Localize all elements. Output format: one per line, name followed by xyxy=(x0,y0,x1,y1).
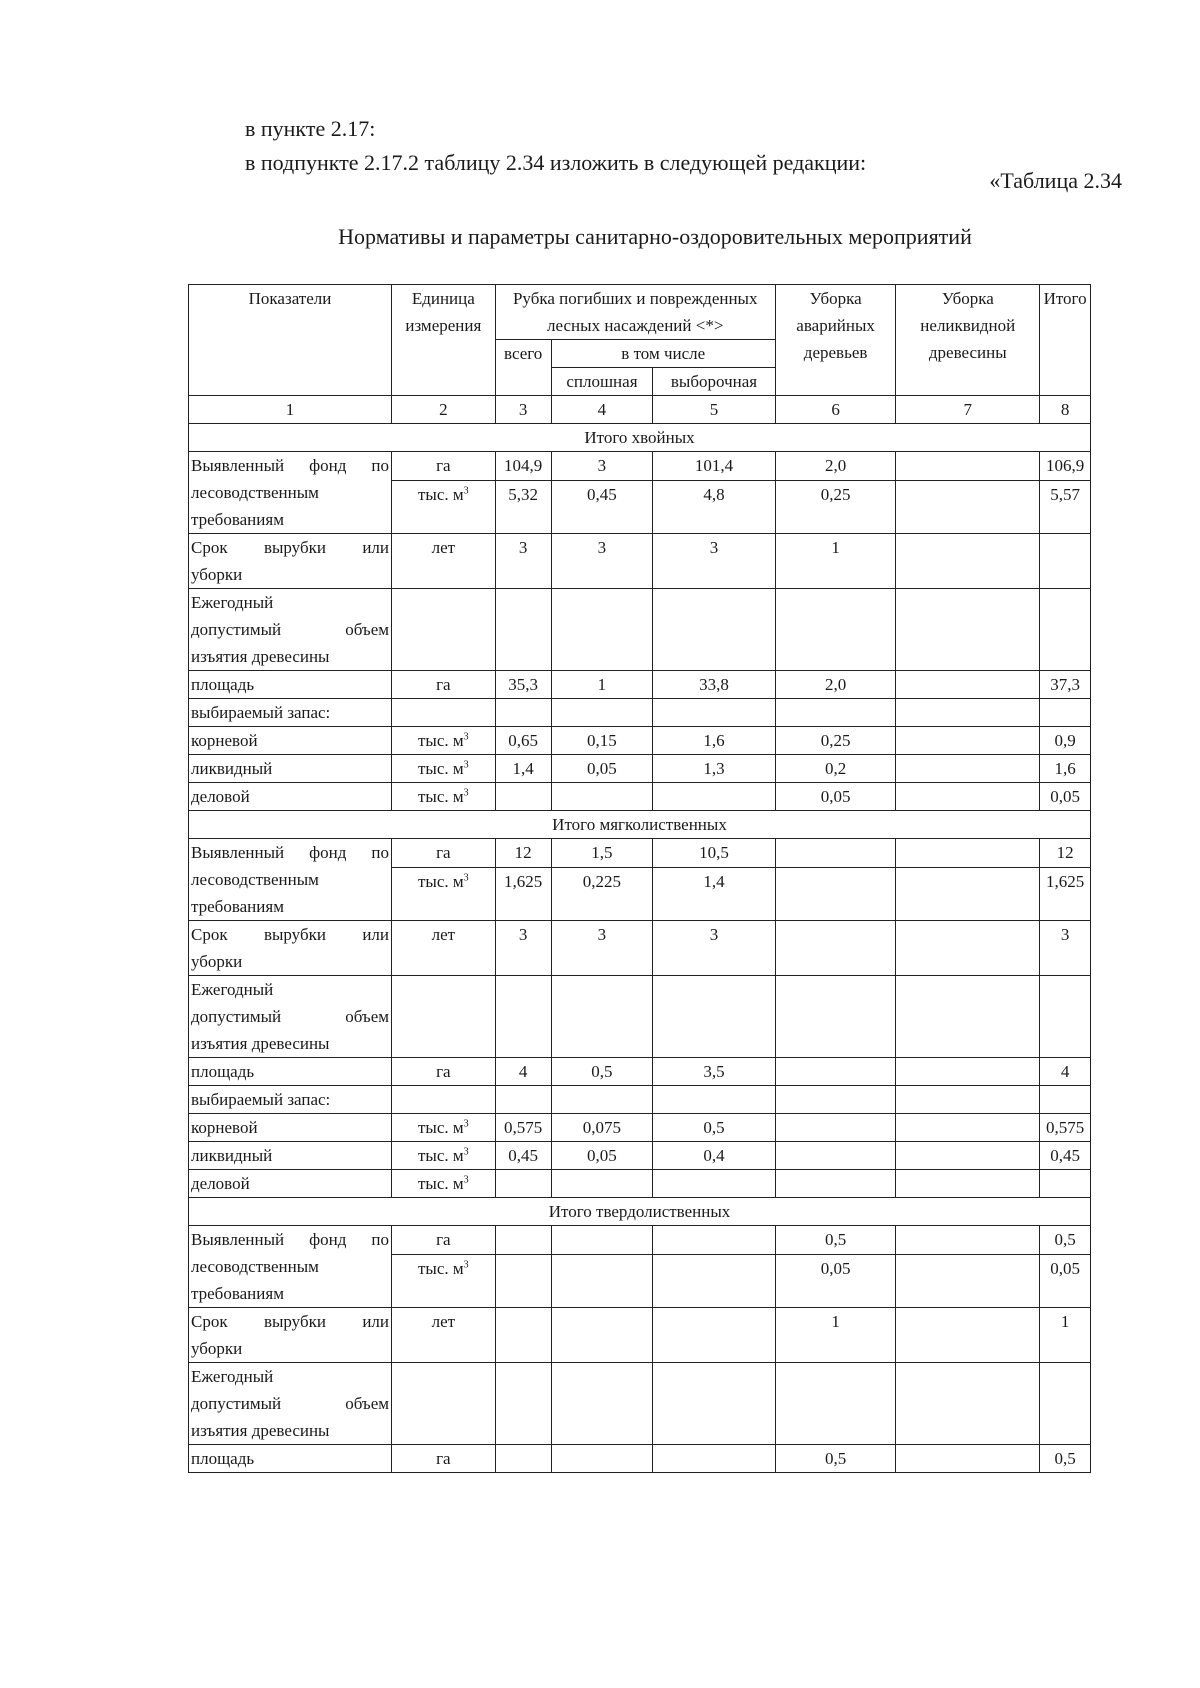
label-line: изъятия древесины xyxy=(191,1034,330,1053)
empty-cell xyxy=(495,1086,551,1114)
value-cell-col-7 xyxy=(896,452,1040,481)
col-num-5: 5 xyxy=(653,396,776,424)
value-cell-col-7 xyxy=(896,671,1040,699)
col-num-7: 7 xyxy=(896,396,1040,424)
label-line: деловой xyxy=(191,787,250,806)
value-cell-col-7 xyxy=(896,1170,1040,1198)
row-label xyxy=(189,1363,392,1445)
unit-cell xyxy=(392,1255,496,1308)
header-all: всего xyxy=(495,340,551,396)
unit-text: лет xyxy=(431,538,456,557)
row-label xyxy=(189,1445,392,1473)
value-cell-col-8: 0,5 xyxy=(1040,1226,1091,1255)
value-cell-col-6 xyxy=(775,839,896,868)
label-line: требованиям xyxy=(191,897,284,916)
value-cell-col-3: 0,45 xyxy=(495,1142,551,1170)
section-title-row xyxy=(189,424,1091,452)
header-total: Итого xyxy=(1040,285,1091,396)
srok-row xyxy=(189,921,1091,976)
annual-volume-row xyxy=(189,976,1091,1058)
label-line: Ежегодный xyxy=(191,980,274,999)
empty-cell xyxy=(551,976,653,1058)
unit-text: тыс. м xyxy=(418,1146,464,1165)
section-title: Итого хвойных xyxy=(189,424,1091,452)
value-cell-col-6: 0,5 xyxy=(775,1226,896,1255)
value-cell-col-5: 3 xyxy=(653,534,776,589)
row-label xyxy=(189,589,392,671)
fond-ga-row xyxy=(189,1226,1091,1255)
header-row-1 xyxy=(189,285,1091,340)
empty-cell xyxy=(896,976,1040,1058)
value-cell-col-5 xyxy=(653,1445,776,1473)
unit-cell xyxy=(392,1226,496,1255)
value-cell-col-5 xyxy=(653,1255,776,1308)
unit-text: га xyxy=(436,1062,451,1081)
empty-cell xyxy=(495,699,551,727)
empty-cell xyxy=(653,589,776,671)
unit-text: га xyxy=(436,1230,451,1249)
value-cell-col-8: 106,9 xyxy=(1040,452,1091,481)
unit-text: лет xyxy=(431,925,456,944)
label-line: допустимый объем xyxy=(191,620,390,639)
unit-cell xyxy=(392,1114,496,1142)
section-title: Итого твердолиственных xyxy=(189,1198,1091,1226)
value-cell-col-6: 2,0 xyxy=(775,452,896,481)
empty-cell xyxy=(896,1363,1040,1445)
value-cell-col-6: 0,05 xyxy=(775,783,896,811)
unit-text: тыс. м xyxy=(418,787,464,806)
header-unit: Единица измерения xyxy=(392,285,496,396)
unit-cell xyxy=(392,868,496,921)
unit-superscript: 3 xyxy=(463,872,469,884)
value-cell-col-7 xyxy=(896,1114,1040,1142)
value-cell-col-5 xyxy=(653,1170,776,1198)
header-including: в том числе xyxy=(551,340,775,368)
label-line: уборки xyxy=(191,1339,243,1358)
row-label xyxy=(189,755,392,783)
col-num-2: 2 xyxy=(392,396,496,424)
value-cell-col-6 xyxy=(775,1058,896,1086)
header-selective-cut: выборочная xyxy=(653,368,776,396)
empty-cell xyxy=(775,1086,896,1114)
unit-text: тыс. м xyxy=(418,872,464,891)
row-label xyxy=(189,1114,392,1142)
row-label xyxy=(189,921,392,976)
label-line: Срок вырубки или xyxy=(191,925,390,944)
unit-text: га xyxy=(436,843,451,862)
label-line: лесоводственным xyxy=(191,483,319,502)
value-cell-col-6 xyxy=(775,868,896,921)
value-cell-col-5 xyxy=(653,783,776,811)
business-row xyxy=(189,1170,1091,1198)
fond-ga-row xyxy=(189,839,1091,868)
row-label xyxy=(189,534,392,589)
stock-header-row xyxy=(189,1086,1091,1114)
area-row xyxy=(189,1058,1091,1086)
value-cell-col-5 xyxy=(653,1226,776,1255)
label-line: площадь xyxy=(191,675,255,694)
empty-cell xyxy=(653,976,776,1058)
value-cell-col-3: 5,32 xyxy=(495,481,551,534)
annual-volume-row xyxy=(189,1363,1091,1445)
value-cell-col-6: 2,0 xyxy=(775,671,896,699)
header-emergency-trees: Уборка аварийных деревьев xyxy=(775,285,896,396)
value-cell-col-4: 0,225 xyxy=(551,868,653,921)
label-line: допустимый объем xyxy=(191,1394,390,1413)
unit-text: тыс. м xyxy=(418,731,464,750)
empty-cell xyxy=(1040,1363,1091,1445)
label-line: ликвидный xyxy=(191,1146,273,1165)
header-numbers-row xyxy=(189,396,1091,424)
empty-cell xyxy=(896,1086,1040,1114)
srok-row xyxy=(189,1308,1091,1363)
value-cell-col-5: 1,4 xyxy=(653,868,776,921)
value-cell-col-4: 3 xyxy=(551,452,653,481)
value-cell-col-5: 3,5 xyxy=(653,1058,776,1086)
value-cell-col-5 xyxy=(653,1308,776,1363)
value-cell-col-6: 0,05 xyxy=(775,1255,896,1308)
value-cell-col-8: 37,3 xyxy=(1040,671,1091,699)
section-title-row xyxy=(189,1198,1091,1226)
value-cell-col-4 xyxy=(551,1170,653,1198)
intro-line-2: в подпункте 2.17.2 таблицу 2.34 изложить в следующей редакции: xyxy=(245,150,867,175)
value-cell-col-6 xyxy=(775,921,896,976)
unit-cell xyxy=(392,481,496,534)
value-cell-col-7 xyxy=(896,1226,1040,1255)
value-cell-col-4: 1,5 xyxy=(551,839,653,868)
value-cell-col-7 xyxy=(896,921,1040,976)
value-cell-col-5: 0,5 xyxy=(653,1114,776,1142)
value-cell-col-3: 0,575 xyxy=(495,1114,551,1142)
value-cell-col-3 xyxy=(495,1170,551,1198)
unit-text: лет xyxy=(431,1312,456,1331)
col-num-8: 8 xyxy=(1040,396,1091,424)
value-cell-col-4: 0,05 xyxy=(551,755,653,783)
empty-cell xyxy=(775,1363,896,1445)
empty-cell xyxy=(392,699,496,727)
unit-superscript: 3 xyxy=(463,1174,469,1186)
label-line: изъятия древесины xyxy=(191,647,330,666)
business-row xyxy=(189,783,1091,811)
label-fond xyxy=(189,452,392,534)
col-num-6: 6 xyxy=(775,396,896,424)
value-cell-col-8: 5,57 xyxy=(1040,481,1091,534)
unit-text: га xyxy=(436,675,451,694)
empty-cell xyxy=(551,589,653,671)
label-line: Выявленный фонд по xyxy=(191,843,390,862)
label-line: ликвидный xyxy=(191,759,273,778)
value-cell-col-8: 4 xyxy=(1040,1058,1091,1086)
value-cell-col-5: 4,8 xyxy=(653,481,776,534)
value-cell-col-8: 0,45 xyxy=(1040,1142,1091,1170)
value-cell-col-3: 1,4 xyxy=(495,755,551,783)
unit-text: га xyxy=(436,456,451,475)
value-cell-col-3: 1,625 xyxy=(495,868,551,921)
unit-cell xyxy=(392,671,496,699)
unit-cell xyxy=(392,1308,496,1363)
value-cell-col-4 xyxy=(551,1226,653,1255)
value-cell-col-8: 1,625 xyxy=(1040,868,1091,921)
label-line: уборки xyxy=(191,952,243,971)
label-line: лесоводственным xyxy=(191,1257,319,1276)
value-cell-col-4 xyxy=(551,783,653,811)
norms-table xyxy=(188,284,1091,1473)
unit-superscript: 3 xyxy=(463,485,469,497)
row-label xyxy=(189,1086,392,1114)
label-line: изъятия древесины xyxy=(191,1421,330,1440)
empty-cell xyxy=(1040,976,1091,1058)
value-cell-col-4: 1 xyxy=(551,671,653,699)
col-num-4: 4 xyxy=(551,396,653,424)
value-cell-col-7 xyxy=(896,1445,1040,1473)
value-cell-col-7 xyxy=(896,783,1040,811)
value-cell-col-8: 0,5 xyxy=(1040,1445,1091,1473)
empty-cell xyxy=(551,1086,653,1114)
empty-cell xyxy=(1040,1086,1091,1114)
value-cell-col-8: 0,05 xyxy=(1040,783,1091,811)
value-cell-col-3 xyxy=(495,1255,551,1308)
unit-text: тыс. м xyxy=(418,485,464,504)
empty-cell xyxy=(392,589,496,671)
label-line: требованиям xyxy=(191,510,284,529)
area-row xyxy=(189,1445,1091,1473)
label-line: Срок вырубки или xyxy=(191,1312,390,1331)
value-cell-col-3: 12 xyxy=(495,839,551,868)
value-cell-col-4: 3 xyxy=(551,921,653,976)
row-label xyxy=(189,1142,392,1170)
header-felling-group: Рубка погибших и поврежденных лесных насаждений <*> xyxy=(495,285,775,340)
empty-cell xyxy=(775,976,896,1058)
unit-superscript: 3 xyxy=(463,1146,469,1158)
root-row xyxy=(189,1114,1091,1142)
unit-cell xyxy=(392,755,496,783)
unit-superscript: 3 xyxy=(463,1259,469,1271)
value-cell-col-8: 0,575 xyxy=(1040,1114,1091,1142)
intro-text xyxy=(245,112,866,180)
empty-cell xyxy=(896,589,1040,671)
section-title: Итого мягколиственных xyxy=(189,811,1091,839)
empty-cell xyxy=(392,1086,496,1114)
label-line: лесоводственным xyxy=(191,870,319,889)
unit-text: га xyxy=(436,1449,451,1468)
document-title: Нормативы и параметры санитарно-оздоровительных мероприятий xyxy=(338,224,972,249)
label-line: площадь xyxy=(191,1062,255,1081)
col-num-1: 1 xyxy=(189,396,392,424)
row-label xyxy=(189,727,392,755)
value-cell-col-7 xyxy=(896,868,1040,921)
row-label xyxy=(189,976,392,1058)
unit-cell xyxy=(392,1142,496,1170)
value-cell-col-6 xyxy=(775,1170,896,1198)
label-line: уборки xyxy=(191,565,243,584)
header-indicators: Показатели xyxy=(189,285,392,396)
value-cell-col-4 xyxy=(551,1308,653,1363)
value-cell-col-6 xyxy=(775,1142,896,1170)
empty-cell xyxy=(653,1086,776,1114)
unit-superscript: 3 xyxy=(463,1118,469,1130)
value-cell-col-8: 0,05 xyxy=(1040,1255,1091,1308)
value-cell-col-4: 0,5 xyxy=(551,1058,653,1086)
value-cell-col-3 xyxy=(495,1226,551,1255)
row-label xyxy=(189,1170,392,1198)
value-cell-col-5: 1,6 xyxy=(653,727,776,755)
srok-row xyxy=(189,534,1091,589)
root-row xyxy=(189,727,1091,755)
annual-volume-row xyxy=(189,589,1091,671)
value-cell-col-4: 0,075 xyxy=(551,1114,653,1142)
value-cell-col-7 xyxy=(896,1255,1040,1308)
unit-cell xyxy=(392,783,496,811)
value-cell-col-5: 1,3 xyxy=(653,755,776,783)
value-cell-col-3 xyxy=(495,1308,551,1363)
empty-cell xyxy=(392,976,496,1058)
value-cell-col-3: 3 xyxy=(495,534,551,589)
value-cell-col-3: 0,65 xyxy=(495,727,551,755)
section-title-row xyxy=(189,811,1091,839)
unit-cell xyxy=(392,452,496,481)
unit-cell xyxy=(392,1170,496,1198)
table-reference: «Таблица 2.34 xyxy=(989,168,1122,193)
value-cell-col-8 xyxy=(1040,534,1091,589)
empty-cell xyxy=(896,699,1040,727)
empty-cell xyxy=(551,1363,653,1445)
liquid-row xyxy=(189,755,1091,783)
empty-cell xyxy=(392,1363,496,1445)
value-cell-col-5: 0,4 xyxy=(653,1142,776,1170)
value-cell-col-7 xyxy=(896,755,1040,783)
unit-superscript: 3 xyxy=(463,787,469,799)
value-cell-col-4 xyxy=(551,1255,653,1308)
value-cell-col-6: 1 xyxy=(775,1308,896,1363)
unit-text: тыс. м xyxy=(418,1174,464,1193)
unit-text: тыс. м xyxy=(418,1118,464,1137)
value-cell-col-7 xyxy=(896,1142,1040,1170)
label-line: Срок вырубки или xyxy=(191,538,390,557)
unit-cell xyxy=(392,1058,496,1086)
header-clear-cut: сплошная xyxy=(551,368,653,396)
label-line: корневой xyxy=(191,1118,258,1137)
label-line: Выявленный фонд по xyxy=(191,456,390,475)
value-cell-col-4: 3 xyxy=(551,534,653,589)
empty-cell xyxy=(653,1363,776,1445)
empty-cell xyxy=(495,976,551,1058)
label-fond xyxy=(189,1226,392,1308)
liquid-row xyxy=(189,1142,1091,1170)
label-line: требованиям xyxy=(191,1284,284,1303)
fond-ga-row xyxy=(189,452,1091,481)
area-row xyxy=(189,671,1091,699)
label-line: деловой xyxy=(191,1174,250,1193)
value-cell-col-5: 33,8 xyxy=(653,671,776,699)
label-fond xyxy=(189,839,392,921)
header-illiquid-wood: Уборка неликвидной древесины xyxy=(896,285,1040,396)
value-cell-col-5: 10,5 xyxy=(653,839,776,868)
label-line: Ежегодный xyxy=(191,593,274,612)
label-line: корневой xyxy=(191,731,258,750)
value-cell-col-8 xyxy=(1040,1170,1091,1198)
unit-cell xyxy=(392,921,496,976)
value-cell-col-7 xyxy=(896,839,1040,868)
value-cell-col-3: 35,3 xyxy=(495,671,551,699)
empty-cell xyxy=(653,699,776,727)
unit-superscript: 3 xyxy=(463,759,469,771)
row-label xyxy=(189,671,392,699)
empty-cell xyxy=(551,699,653,727)
value-cell-col-3: 4 xyxy=(495,1058,551,1086)
value-cell-col-4 xyxy=(551,1445,653,1473)
value-cell-col-7 xyxy=(896,534,1040,589)
label-line: площадь xyxy=(191,1449,255,1468)
unit-cell xyxy=(392,1445,496,1473)
row-label xyxy=(189,1308,392,1363)
value-cell-col-4: 0,15 xyxy=(551,727,653,755)
empty-cell xyxy=(495,589,551,671)
value-cell-col-4: 0,05 xyxy=(551,1142,653,1170)
value-cell-col-3 xyxy=(495,783,551,811)
value-cell-col-8: 1 xyxy=(1040,1308,1091,1363)
unit-text: тыс. м xyxy=(418,759,464,778)
unit-cell xyxy=(392,727,496,755)
value-cell-col-7 xyxy=(896,727,1040,755)
value-cell-col-8: 1,6 xyxy=(1040,755,1091,783)
value-cell-col-7 xyxy=(896,1058,1040,1086)
row-label xyxy=(189,699,392,727)
unit-text: тыс. м xyxy=(418,1259,464,1278)
value-cell-col-6: 1 xyxy=(775,534,896,589)
value-cell-col-4: 0,45 xyxy=(551,481,653,534)
unit-superscript: 3 xyxy=(463,731,469,743)
empty-cell xyxy=(775,699,896,727)
label-line: допустимый объем xyxy=(191,1007,390,1026)
empty-cell xyxy=(775,589,896,671)
value-cell-col-3: 104,9 xyxy=(495,452,551,481)
intro-line-1: в пункте 2.17: xyxy=(245,116,376,141)
col-num-3: 3 xyxy=(495,396,551,424)
stock-header-row xyxy=(189,699,1091,727)
value-cell-col-8: 3 xyxy=(1040,921,1091,976)
value-cell-col-7 xyxy=(896,1308,1040,1363)
empty-cell xyxy=(495,1363,551,1445)
value-cell-col-6: 0,2 xyxy=(775,755,896,783)
label-line: выбираемый запас: xyxy=(191,703,331,722)
value-cell-col-8: 0,9 xyxy=(1040,727,1091,755)
value-cell-col-3 xyxy=(495,1445,551,1473)
label-line: Выявленный фонд по xyxy=(191,1230,390,1249)
value-cell-col-5: 101,4 xyxy=(653,452,776,481)
label-line: Ежегодный xyxy=(191,1367,274,1386)
empty-cell xyxy=(1040,699,1091,727)
value-cell-col-6: 0,5 xyxy=(775,1445,896,1473)
value-cell-col-8: 12 xyxy=(1040,839,1091,868)
value-cell-col-3: 3 xyxy=(495,921,551,976)
value-cell-col-6: 0,25 xyxy=(775,481,896,534)
value-cell-col-6 xyxy=(775,1114,896,1142)
value-cell-col-6: 0,25 xyxy=(775,727,896,755)
empty-cell xyxy=(1040,589,1091,671)
value-cell-col-5: 3 xyxy=(653,921,776,976)
unit-cell xyxy=(392,534,496,589)
value-cell-col-7 xyxy=(896,481,1040,534)
label-line: выбираемый запас: xyxy=(191,1090,331,1109)
row-label xyxy=(189,1058,392,1086)
unit-cell xyxy=(392,839,496,868)
row-label xyxy=(189,783,392,811)
